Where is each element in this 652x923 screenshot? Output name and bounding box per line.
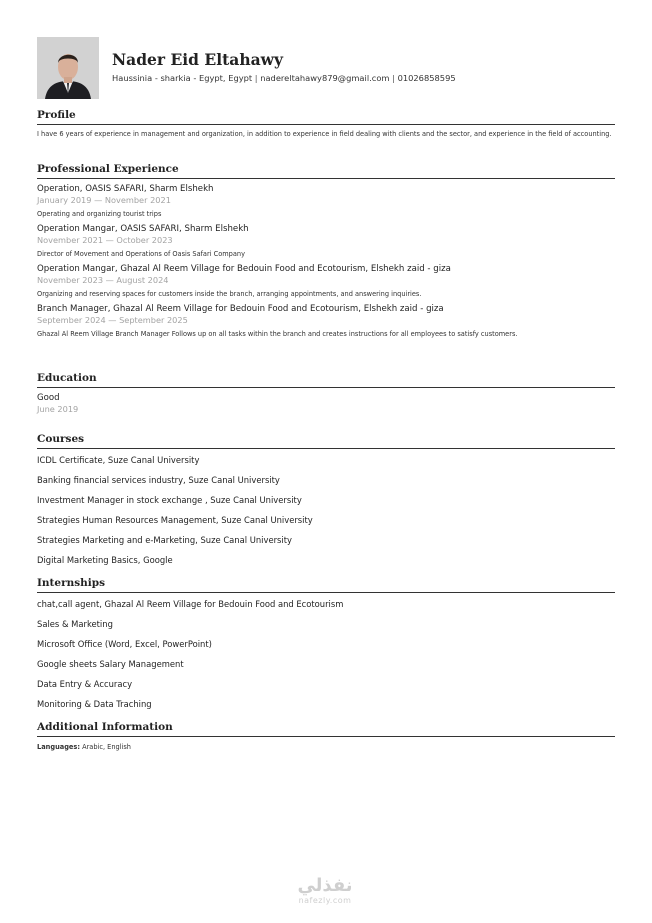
job-title: Operation, OASIS SAFARI, Sharm Elshekh bbox=[37, 184, 214, 194]
contact-separator: | bbox=[392, 73, 395, 83]
job-entry bbox=[37, 223, 615, 259]
section-title: Additional Information bbox=[37, 721, 615, 737]
job-dates: November 2021 — October 2023 bbox=[37, 235, 173, 245]
internship-item: chat,call agent, Ghazal Al Reem Village for Bedouin Food and Ecotourism bbox=[37, 599, 344, 609]
course-item: Digital Marketing Basics, Google bbox=[37, 555, 173, 565]
contact-separator: | bbox=[254, 73, 258, 83]
job-dates: January 2019 — November 2021 bbox=[37, 195, 171, 205]
job-title: Operation Mangar, OASIS SAFARI, Sharm Elshekh bbox=[37, 224, 249, 234]
watermark-arabic: نفذلي bbox=[297, 875, 353, 896]
internship-item: Monitoring & Data Traching bbox=[37, 699, 152, 709]
languages-label: Languages: bbox=[37, 743, 80, 751]
job-description: Organizing and reserving spaces for customers inside the branch, arranging appointments, and answering inquiries. bbox=[37, 290, 422, 298]
section-title: Internships bbox=[37, 577, 615, 593]
education-section bbox=[37, 372, 615, 415]
section-title: Profile bbox=[37, 109, 615, 125]
course-item: Strategies Marketing and e-Marketing, Suze Canal University bbox=[37, 535, 292, 545]
candidate-name: Nader Eid Eltahawy bbox=[112, 50, 283, 69]
languages-line bbox=[37, 743, 615, 751]
contact-line bbox=[112, 73, 456, 83]
section-title: Education bbox=[37, 372, 615, 388]
course-item: Investment Manager in stock exchange , Suze Canal University bbox=[37, 495, 302, 505]
internship-item: Data Entry & Accuracy bbox=[37, 679, 133, 689]
course-item: ICDL Certificate, Suze Canal University bbox=[37, 455, 200, 465]
job-dates: September 2024 — September 2025 bbox=[37, 315, 188, 325]
education-entry bbox=[37, 392, 615, 415]
section-title: Courses bbox=[37, 433, 615, 449]
education-date: June 2019 bbox=[37, 404, 79, 414]
course-item: Strategies Human Resources Management, Suze Canal University bbox=[37, 515, 313, 525]
job-title: Operation Mangar, Ghazal Al Reem Village for Bedouin Food and Ecotourism, Elshekh zaid - giza bbox=[37, 264, 451, 274]
watermark-latin: nafezly.com bbox=[298, 896, 352, 905]
internship-item: Sales & Marketing bbox=[37, 619, 113, 629]
internships-section bbox=[37, 577, 615, 718]
profile-section bbox=[37, 109, 615, 139]
additional-section bbox=[37, 721, 615, 751]
internship-item: Microsoft Office (Word, Excel, PowerPoint) bbox=[37, 639, 212, 649]
education-name: Good bbox=[37, 393, 60, 403]
languages-value: Arabic, English bbox=[82, 743, 131, 751]
job-description: Operating and organizing tourist trips bbox=[37, 210, 162, 218]
section-title: Professional Experience bbox=[37, 163, 615, 179]
contact-email[interactable]: nadereltahawy879@gmail.com bbox=[260, 73, 390, 83]
job-entry bbox=[37, 183, 615, 219]
job-entry bbox=[37, 263, 615, 299]
courses-section bbox=[37, 433, 615, 574]
contact-location: Haussinia - sharkia - Egypt, Egypt bbox=[112, 73, 253, 83]
profile-text: I have 6 years of experience in management and organization, in addition to experience in field dealing with clients and the sector, and experience in the field of accounting. bbox=[37, 130, 612, 138]
watermark-logo bbox=[270, 876, 380, 906]
course-item: Banking financial services industry, Suze Canal University bbox=[37, 475, 280, 485]
job-title: Branch Manager, Ghazal Al Reem Village for Bedouin Food and Ecotourism, Elshekh zaid - giza bbox=[37, 304, 444, 314]
job-description: Ghazal Al Reem Village Branch Manager Follows up on all tasks within the branch and creates instructions for all employees to satisfy customers. bbox=[37, 330, 518, 338]
contact-phone[interactable]: 01026858595 bbox=[397, 73, 456, 83]
job-dates: November 2023 — August 2024 bbox=[37, 275, 169, 285]
experience-section bbox=[37, 163, 615, 339]
job-description: Director of Movement and Operations of Oasis Safari Company bbox=[37, 250, 245, 258]
profile-photo bbox=[37, 37, 99, 99]
job-entry bbox=[37, 303, 615, 339]
internship-item: Google sheets Salary Management bbox=[37, 659, 184, 669]
